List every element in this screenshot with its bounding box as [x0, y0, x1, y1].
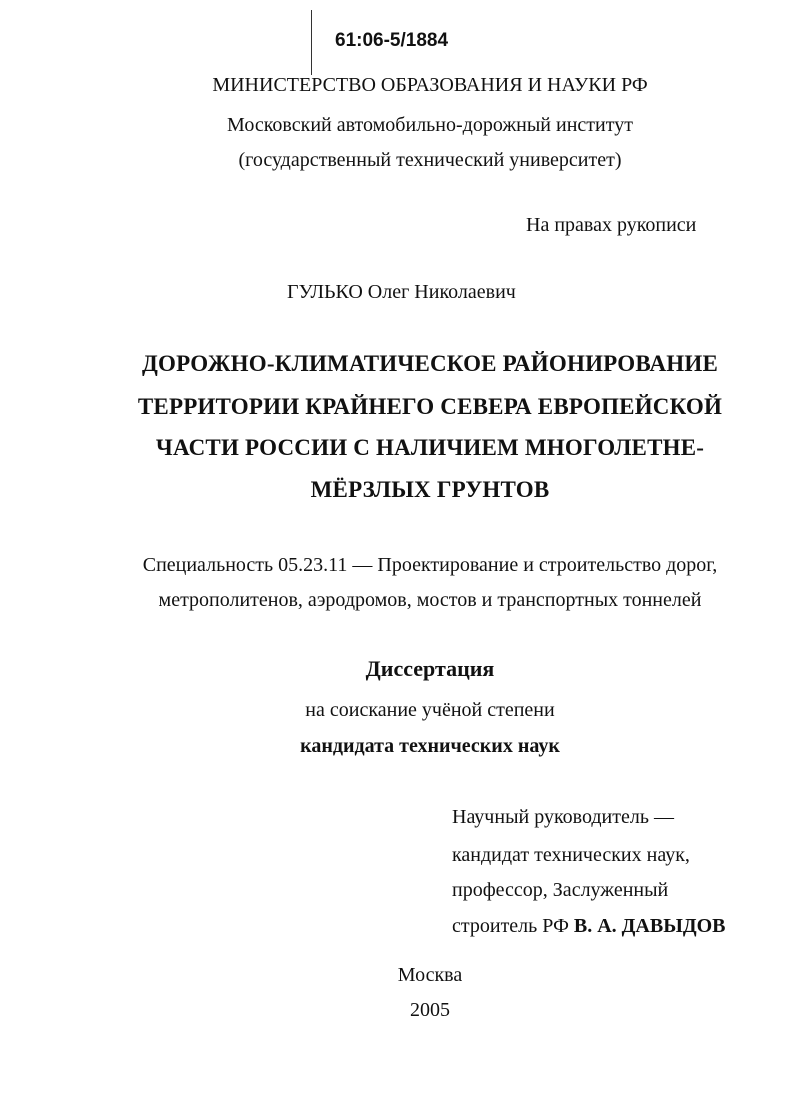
specialty-line: Специальность 05.23.11 — Проектирование и строительство дорог,	[142, 554, 718, 576]
degree-name: кандидата технических наук	[300, 735, 560, 757]
dissertation-label: Диссертация	[365, 656, 495, 681]
degree-purpose: на соискание учёной степени	[305, 699, 555, 721]
supervisor-line	[452, 914, 726, 938]
supervisor-name: В. А. ДАВЫДОВ	[573, 915, 726, 937]
supervisor-line: кандидат технических наук,	[452, 844, 690, 866]
library-stamp: 61:06-5/1884	[335, 30, 449, 51]
title-line: ДОРОЖНО-КЛИМАТИЧЕСКОЕ РАЙОНИРОВАНИЕ	[142, 351, 718, 376]
specialty-line: метрополитенов, аэродромов, мостов и транспортных тоннелей	[158, 589, 702, 611]
supervisor-line: профессор, Заслуженный	[452, 879, 669, 901]
title-line: ТЕРРИТОРИИ КРАЙНЕГО СЕВЕРА ЕВРОПЕЙСКОЙ	[137, 394, 723, 419]
supervisor-line: Научный руководитель —	[452, 806, 674, 828]
supervisor-title: строитель РФ	[452, 915, 574, 937]
year: 2005	[410, 999, 450, 1021]
manuscript-rights: На правах рукописи	[526, 214, 697, 236]
city: Москва	[397, 964, 463, 986]
author-name: ГУЛЬКО Олег Николаевич	[287, 281, 516, 303]
institute-name: Московский автомобильно-дорожный институт	[227, 114, 633, 136]
margin-line	[311, 10, 312, 75]
title-line: МЁРЗЛЫХ ГРУНТОВ	[310, 477, 550, 502]
title-line: ЧАСТИ РОССИИ С НАЛИЧИЕМ МНОГОЛЕТНЕ-	[155, 435, 705, 460]
institute-subtitle: (государственный технический университет)	[238, 149, 622, 171]
ministry-heading: МИНИСТЕРСТВО ОБРАЗОВАНИЯ И НАУКИ РФ	[212, 74, 648, 96]
